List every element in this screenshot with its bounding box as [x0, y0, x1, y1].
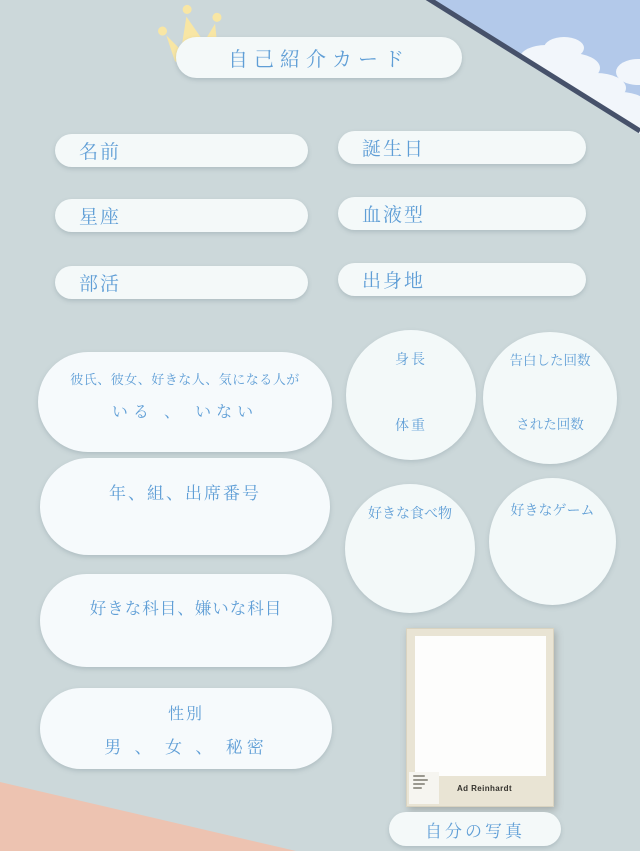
confession-count-circle[interactable] — [483, 332, 617, 464]
subjects-box[interactable] — [40, 574, 332, 667]
favorite-game-circle[interactable] — [489, 478, 616, 605]
club-field-label: 部活 — [79, 273, 122, 295]
photo-label-pill — [389, 812, 561, 846]
photo-label-text: 自分の写真 — [425, 821, 525, 842]
polaroid-fine-print — [409, 772, 439, 804]
page-title — [176, 37, 462, 78]
pink-corner-decoration — [0, 782, 296, 851]
favorite-food-circle[interactable] — [345, 484, 475, 613]
confessed-label: 告白した回数 — [509, 353, 591, 369]
page-title-text: 自己紹介カード — [228, 47, 410, 71]
zodiac-field-label: 星座 — [79, 206, 122, 228]
photo-area[interactable] — [415, 636, 546, 776]
hometown-field-label: 出身地 — [362, 270, 426, 292]
polaroid-strip — [415, 775, 554, 801]
favorite-food-label: 好きな食べ物 — [368, 506, 452, 522]
name-field-label: 名前 — [79, 141, 122, 163]
class-number-label: 年、組、出席番号 — [109, 484, 261, 504]
blood-type-field-label: 血液型 — [362, 204, 426, 226]
zodiac-field[interactable] — [55, 199, 308, 232]
height-weight-circle[interactable] — [346, 330, 476, 460]
hometown-field[interactable] — [338, 263, 586, 296]
club-field[interactable] — [55, 266, 308, 299]
relationship-question: 彼氏、彼女、好きな人、気になる人が — [70, 373, 300, 388]
name-field[interactable] — [55, 134, 308, 167]
favorite-game-label: 好きなゲーム — [510, 503, 595, 519]
relationship-box[interactable] — [38, 352, 332, 452]
weight-label: 体重 — [395, 418, 427, 434]
birthday-field-label: 誕生日 — [362, 138, 426, 160]
polaroid-frame — [406, 628, 554, 807]
received-label: された回数 — [516, 417, 584, 433]
height-label: 身長 — [395, 352, 427, 368]
polaroid-caption: Ad Reinhardt — [456, 783, 513, 793]
relationship-options: いる 、 いない — [111, 402, 259, 421]
gender-box[interactable] — [40, 688, 332, 769]
birthday-field[interactable] — [338, 131, 586, 164]
class-number-box[interactable] — [40, 458, 330, 555]
gender-options: 男 、 女 、 秘密 — [104, 738, 268, 758]
gender-label: 性別 — [167, 704, 204, 723]
subjects-label: 好きな科目、嫌いな科目 — [89, 599, 283, 618]
blood-type-field[interactable] — [338, 197, 586, 230]
